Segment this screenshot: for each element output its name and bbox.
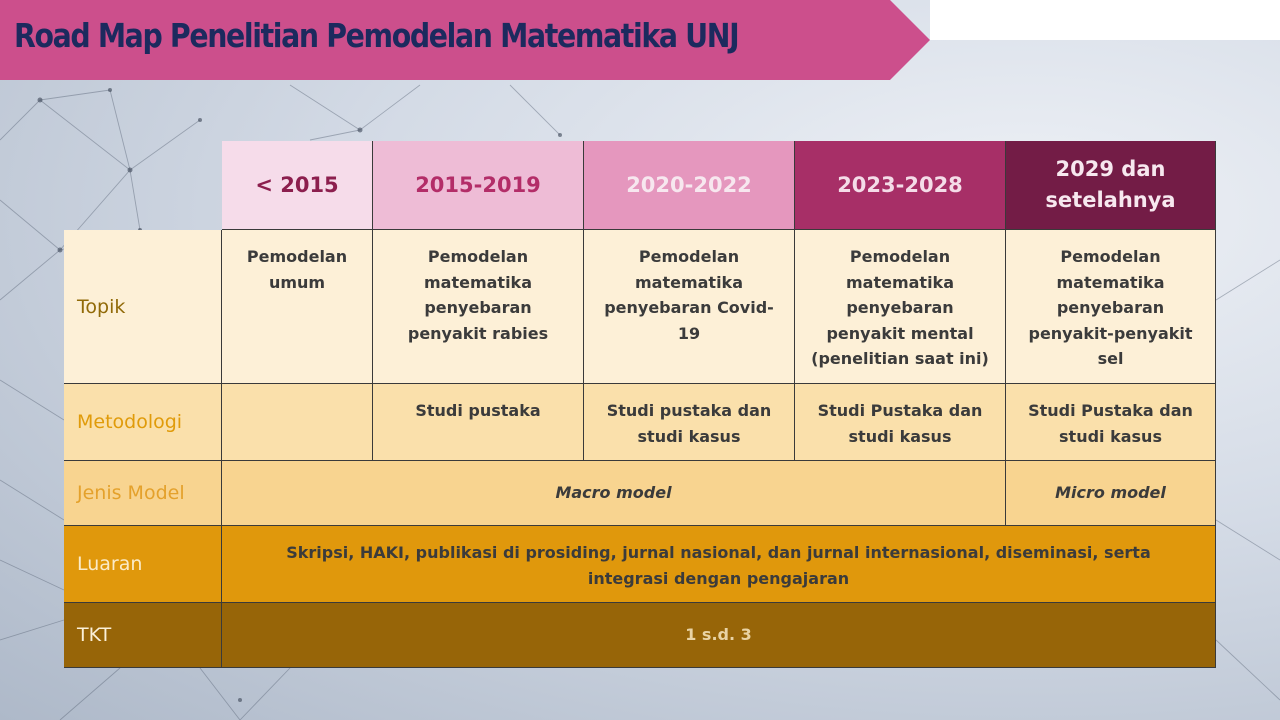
metodologi-cell-4: Studi Pustaka dan studi kasus (795, 384, 1006, 461)
table-corner (64, 141, 222, 230)
metodologi-cell-3: Studi pustaka dan studi kasus (584, 384, 795, 461)
row-label-tkt: TKT (64, 603, 222, 668)
metodologi-cell-5: Studi Pustaka dan studi kasus (1006, 384, 1216, 461)
metodologi-cell-2: Studi pustaka (373, 384, 584, 461)
period-header-5: 2029 dan setelahnya (1006, 141, 1216, 230)
topik-cell-4: Pemodelan matematika penyebaran penyakit mental (penelitian saat ini) (795, 230, 1006, 384)
tkt-cell: 1 s.d. 3 (222, 603, 1216, 668)
topik-cell-2: Pemodelan matematika penyebaran penyakit rabies (373, 230, 584, 384)
topik-cell-3: Pemodelan matematika penyebaran Covid-19 (584, 230, 795, 384)
period-header-2: 2015-2019 (373, 141, 584, 230)
row-label-jenis-model: Jenis Model (64, 461, 222, 526)
row-label-metodologi: Metodologi (64, 384, 222, 461)
period-header-3: 2020-2022 (584, 141, 795, 230)
metodologi-cell-1 (222, 384, 373, 461)
period-header-1: < 2015 (222, 141, 373, 230)
top-right-strip (930, 0, 1280, 40)
topik-cell-1: Pemodelan umum (222, 230, 373, 384)
macro-model-cell: Macro model (222, 461, 1006, 526)
topik-cell-5: Pemodelan matematika penyebaran penyakit-penyakit sel (1006, 230, 1216, 384)
row-label-topik: Topik (64, 230, 222, 384)
period-header-4: 2023-2028 (795, 141, 1006, 230)
micro-model-cell: Micro model (1006, 461, 1216, 526)
row-label-luaran: Luaran (64, 526, 222, 603)
roadmap-table (64, 141, 1216, 668)
luaran-cell: Skripsi, HAKI, publikasi di prosiding, jurnal nasional, dan jurnal internasional, diseminasi, serta integrasi dengan pengajaran (222, 526, 1216, 603)
page-title: Road Map Penelitian Pemodelan Matematika UNJ (14, 16, 739, 55)
